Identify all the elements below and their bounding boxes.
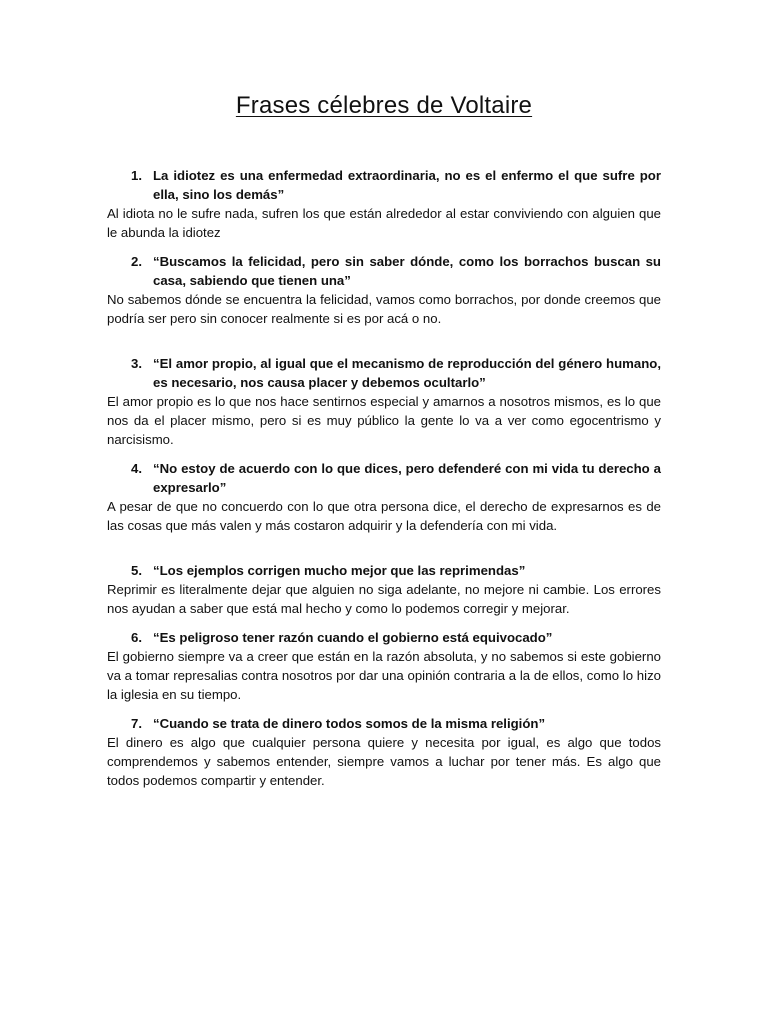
quote-heading xyxy=(107,252,661,290)
quote-item-7 xyxy=(107,714,661,790)
quote-item-3 xyxy=(107,354,661,449)
quote-explanation: No sabemos dónde se encuentra la felicidad, vamos como borrachos, por donde creemos que podría ser pero sin conocer realmente si es por acá o no. xyxy=(107,292,661,326)
quote-text: “El amor propio, al igual que el mecanismo de reproducción del género humano, es necesario, nos causa placer y debemos ocultarlo” xyxy=(153,356,661,390)
quote-heading xyxy=(107,561,661,580)
quote-explanation: El dinero es algo que cualquier persona quiere y necesita por igual, es algo que todos comprendemos y sabemos entender, siempre vamos a luchar por tener más. Es algo que todos podemos compartir y entender. xyxy=(107,735,661,788)
quote-item-2 xyxy=(107,252,661,328)
quote-text: “Es peligroso tener razón cuando el gobierno está equivocado” xyxy=(153,630,553,645)
quote-explanation: El gobierno siempre va a creer que están en la razón absoluta, y no sabemos si este gobierno va a tomar represalias contra nosotros por dar una opinión contraria a la de ellos, como lo hizo la iglesia en su tiempo. xyxy=(107,649,661,702)
quote-number: 6. xyxy=(131,630,142,645)
quote-explanation: Reprimir es literalmente dejar que alguien no siga adelante, no mejore ni cambie. Los errores nos ayudan a saber que está mal hecho y como lo podemos corregir y mejorar. xyxy=(107,582,661,616)
quote-item-5 xyxy=(107,561,661,618)
quote-heading xyxy=(107,354,661,392)
quote-text: “Cuando se trata de dinero todos somos de la misma religión” xyxy=(153,716,546,731)
quote-text: “No estoy de acuerdo con lo que dices, pero defenderé con mi vida tu derecho a expresarlo” xyxy=(153,461,661,495)
quote-text: La idiotez es una enfermedad extraordinaria, no es el enfermo el que sufre por ella, sino los demás” xyxy=(153,168,661,202)
quote-number: 3. xyxy=(131,356,142,371)
quote-text: “Los ejemplos corrigen mucho mejor que las reprimendas” xyxy=(153,563,526,578)
quote-number: 5. xyxy=(131,563,142,578)
document-title: Frases célebres de Voltaire xyxy=(235,92,533,119)
quote-text: “Buscamos la felicidad, pero sin saber dónde, como los borrachos buscan su casa, sabiendo que tienen una” xyxy=(153,254,661,288)
quote-item-1 xyxy=(107,166,661,242)
quote-heading xyxy=(107,459,661,497)
quote-number: 2. xyxy=(131,254,142,269)
quote-item-4 xyxy=(107,459,661,535)
quote-heading xyxy=(107,166,661,204)
quote-explanation: El amor propio es lo que nos hace sentirnos especial y amarnos a nosotros mismos, es lo que nos da el placer mismo, pero si es muy público la gente lo va a ver como egocentrismo y narcisismo. xyxy=(107,394,661,447)
quotes-list xyxy=(107,166,661,790)
quote-explanation: Al idiota no le sufre nada, sufren los que están alrededor al estar conviviendo con alguien que le abunda la idiotez xyxy=(107,206,661,240)
quote-heading xyxy=(107,714,661,733)
quote-heading xyxy=(107,628,661,647)
quote-item-6 xyxy=(107,628,661,704)
quote-number: 4. xyxy=(131,461,142,476)
quote-explanation: A pesar de que no concuerdo con lo que otra persona dice, el derecho de expresarnos es de las cosas que más valen y más costaron adquirir y la defendería con mi vida. xyxy=(107,499,661,533)
quote-number: 7. xyxy=(131,716,142,731)
quote-number: 1. xyxy=(131,168,142,183)
